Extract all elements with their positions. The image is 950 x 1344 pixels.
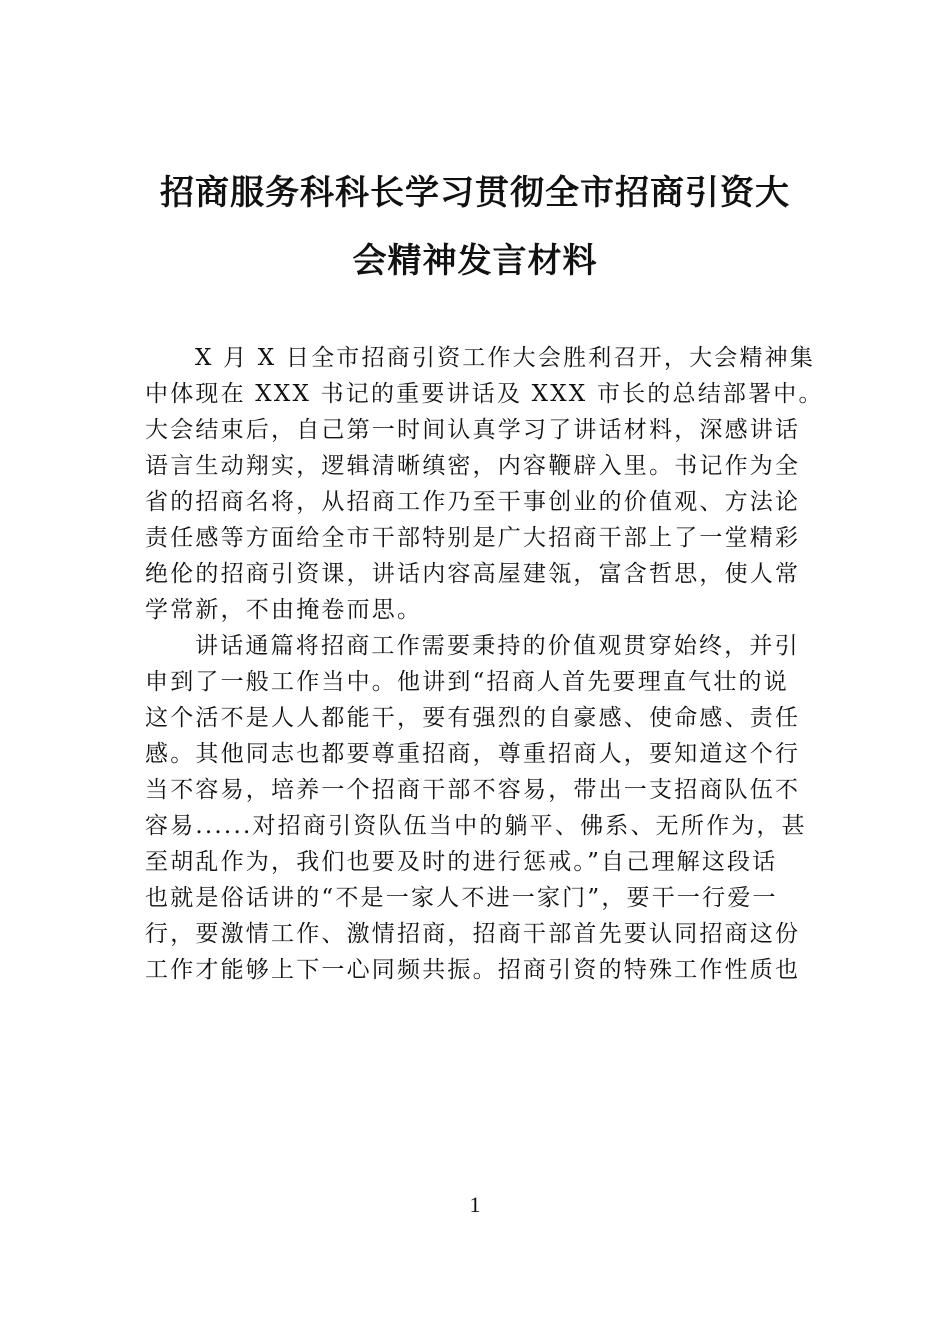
paragraph-line: 至胡乱作为，我们也要及时的进行惩戒。”自己理解这段话 [145, 849, 778, 875]
paragraph-line: 学常新，不由掩卷而思。 [145, 597, 423, 623]
paragraph-line: 省的招商名将，从招商工作乃至干事创业的价值观、方法论 [145, 489, 801, 515]
paragraph-line: 当不容易，培养一个招商干部不容易，带出一支招商队伍不 [145, 777, 801, 803]
paragraph-line: 责任感等方面给全市干部特别是广大招商干部上了一堂精彩 [145, 525, 801, 551]
page-number: 1 [469, 1192, 481, 1217]
paragraph-line: 工作才能够上下一心同频共振。招商引资的特殊工作性质也 [145, 957, 801, 983]
paragraph-2 [145, 628, 815, 988]
paragraph-line: 讲话通篇将招商工作需要秉持的价值观贯穿始终，并引 [195, 633, 800, 659]
paragraph-line: 语言生动翔实，逻辑清晰缜密，内容鞭辟入里。书记作为全 [145, 453, 801, 479]
document-body [145, 340, 824, 988]
paragraph-line: 绝伦的招商引资课，讲话内容高屋建瓴，富含哲思，使人常 [145, 561, 801, 587]
document-title-line-1: 招商服务科科长学习贯彻全市招商引资大 [160, 173, 790, 213]
paragraph-line: 中体现在 XXX 书记的重要讲话及 XXX 市长的总结部署中。 [145, 381, 824, 407]
paragraph-line: 这个活不是人人都能干，要有强烈的自豪感、使命感、责任 [145, 705, 801, 731]
paragraph-line: 大会结束后，自己第一时间认真学习了讲话材料，深感讲话 [145, 417, 801, 443]
paragraph-line: X 月 X 日全市招商引资工作大会胜利召开，大会精神集 [195, 345, 816, 371]
document-title-line-2: 会精神发言材料 [352, 241, 598, 281]
paragraph-line: 容易......对招商引资队伍当中的躺平、佛系、无所作为，甚 [145, 813, 807, 839]
paragraph-line: 感。其他同志也都要尊重招商，尊重招商人，要知道这个行 [145, 741, 801, 767]
paragraph-line: 申到了一般工作当中。他讲到“招商人首先要理直气壮的说 [145, 669, 789, 695]
paragraph-1 [145, 340, 824, 628]
paragraph-line: 行，要激情工作、激情招商，招商干部首先要认同招商这份 [145, 921, 801, 947]
paragraph-line: 也就是俗话讲的“不是一家人不进一家门”，要干一行爱一 [145, 885, 778, 911]
